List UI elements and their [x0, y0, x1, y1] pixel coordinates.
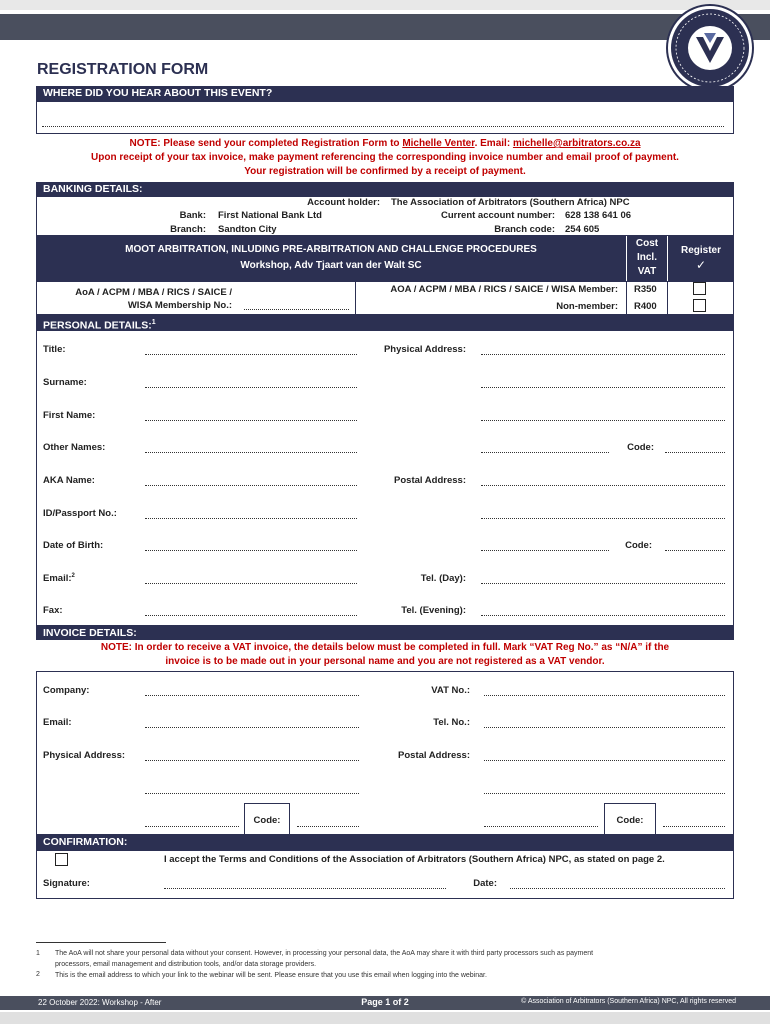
first-name-label: First Name:	[43, 410, 96, 421]
email-label: Email:$^2$	[43, 573, 75, 585]
footnote-1-line-1: The AoA will not share your personal data without your consent. However, in processing your personal data, the AoA may share it with third party processors such as payment	[55, 950, 594, 957]
banking-bar	[36, 182, 734, 196]
banking-heading: BANKING DETAILS:	[43, 183, 143, 195]
nonmember-checkbox[interactable]	[693, 299, 706, 312]
invoice-company-label: Company:	[43, 685, 90, 696]
accept-terms-checkbox[interactable]	[55, 853, 68, 866]
hear-about-field[interactable]	[42, 126, 724, 127]
invoice-heading: INVOICE DETAILS:	[43, 627, 137, 639]
invoice-note-line-1: NOTE: In order to receive a VAT invoice, the details below must be completed in full. Mark “VAT Reg No.” as “N/A” if the	[100, 642, 670, 653]
title-field[interactable]	[145, 354, 357, 355]
signature-label: Signature:	[43, 878, 90, 889]
member-price: R350	[634, 284, 657, 295]
tel-evening-field[interactable]	[481, 615, 725, 616]
footer-left-text: 22 October 2022: Workshop - After	[38, 998, 162, 1007]
bottom-strip	[0, 1012, 770, 1024]
invoice-vat-label: VAT No.:	[431, 685, 470, 696]
account-label: Current account number:	[440, 210, 555, 221]
holder-label: Account holder:	[307, 197, 380, 208]
member-label: AOA / ACPM / MBA / RICS / SAICE / WISA Member:	[390, 284, 618, 295]
invoice-email-field[interactable]	[145, 727, 359, 728]
other-names-field[interactable]	[145, 452, 357, 453]
cost-header: Cost Incl. VAT	[635, 238, 659, 277]
accept-terms-text: I accept the Terms and Conditions of the Association of Arbitrators (Southern Africa) NPC, as stated on page 2.	[164, 854, 665, 865]
invoice-physical-code-field[interactable]	[297, 826, 359, 827]
member-checkbox[interactable]	[693, 282, 706, 295]
invoice-email-label: Email:	[43, 717, 72, 728]
postal-address-field-1[interactable]	[481, 485, 725, 486]
title-label: Title:	[43, 344, 66, 355]
hear-about-box	[36, 101, 734, 134]
postal-code-field[interactable]	[665, 550, 725, 551]
personal-heading: PERSONAL DETAILS:	[43, 319, 152, 332]
branch-code-label: Branch code:	[494, 224, 555, 235]
surname-label: Surname:	[43, 377, 87, 388]
date-field[interactable]	[510, 888, 725, 889]
footer-bar	[0, 996, 770, 1010]
invoice-vat-field[interactable]	[484, 695, 725, 696]
branch-value: Sandton City	[218, 224, 277, 235]
physical-address-label: Physical Address:	[383, 344, 466, 355]
aka-label: AKA Name:	[43, 475, 95, 486]
surname-field[interactable]	[145, 387, 357, 388]
register-header: Register	[680, 245, 721, 256]
footnote-1-number: 1	[36, 950, 40, 957]
invoice-physical-field-1[interactable]	[145, 760, 359, 761]
hear-about-bar	[36, 86, 734, 101]
physical-address-field-3[interactable]	[481, 420, 725, 421]
invoice-physical-field-2[interactable]	[145, 793, 359, 794]
footnote-1-line-2: processors, email management and distribution tools, and/or data storage providers.	[55, 961, 317, 968]
hear-about-label: WHERE DID YOU HEAR ABOUT THIS EVENT?	[43, 87, 273, 99]
dob-field[interactable]	[145, 550, 357, 551]
account-value: 628 138 641 06	[565, 210, 632, 221]
invoice-tel-label: Tel. No.:	[433, 717, 470, 728]
fax-label: Fax:	[43, 605, 63, 616]
pricing-divider-3	[667, 281, 668, 315]
postal-address-field-3[interactable]	[481, 550, 609, 551]
contact-email-link[interactable]: michelle@arbitrators.co.za	[512, 138, 641, 149]
association-logo-icon	[668, 6, 752, 90]
event-title-line-2: Workshop, Adv Tjaart van der Walt SC	[240, 260, 422, 271]
invoice-postal-label: Postal Address:	[398, 750, 470, 761]
footer-page-number: Page 1 of 2	[361, 997, 409, 1007]
postal-address-label: Postal Address:	[394, 475, 466, 486]
register-tick-icon: ✓	[695, 258, 707, 272]
invoice-note-line-2: invoice is to be made out in your personal name and you are not registered as a VAT vendor.	[165, 656, 605, 667]
invoice-postal-code-field[interactable]	[663, 826, 725, 827]
postal-code-label: Code:	[625, 540, 652, 551]
date-label: Date:	[473, 878, 497, 889]
footnote-2-number: 2	[36, 971, 40, 978]
email-field[interactable]	[145, 583, 357, 584]
id-field[interactable]	[145, 518, 357, 519]
physical-code-label: Code:	[627, 442, 654, 453]
event-title-line-1: MOOT ARBITRATION, INLUDING PRE-ARBITRATION AND CHALLENGE PROCEDURES	[125, 244, 537, 255]
note-line-3: Your registration will be confirmed by a receipt of payment.	[244, 166, 526, 177]
fax-field[interactable]	[145, 615, 357, 616]
branch-code-value: 254 605	[565, 224, 600, 235]
invoice-bar	[36, 626, 734, 640]
event-title-block	[36, 236, 626, 281]
other-names-label: Other Names:	[43, 442, 106, 453]
invoice-postal-code-label: Code:	[616, 815, 644, 826]
membership-number-field[interactable]	[244, 309, 349, 310]
invoice-physical-code-label: Code:	[253, 815, 281, 826]
nonmember-label: Non-member:	[556, 301, 618, 312]
signature-field[interactable]	[164, 888, 446, 889]
invoice-tel-field[interactable]	[484, 727, 725, 728]
footnote-rule	[36, 942, 166, 943]
nonmember-price: R400	[634, 301, 657, 312]
bank-value: First National Bank Ltd	[218, 210, 322, 221]
invoice-physical-field-3[interactable]	[145, 826, 239, 827]
dob-label: Date of Birth:	[43, 540, 104, 551]
invoice-postal-field-1[interactable]	[484, 760, 725, 761]
confirmation-bar	[36, 835, 734, 850]
footnote-2-text: This is the email address to which your link to the webinar will be sent. Please ensure that you use this email when logging into the webinar.	[55, 972, 487, 979]
tel-evening-label: Tel. (Evening):	[401, 605, 466, 616]
invoice-postal-field-2[interactable]	[484, 793, 725, 794]
physical-address-field-2[interactable]	[481, 387, 725, 388]
id-label: ID/Passport No.:	[43, 508, 117, 519]
top-strip	[0, 0, 770, 10]
footer-copyright: © Association of Arbitrators (Southern Africa) NPC, All rights reserved	[521, 998, 736, 1005]
pricing-divider-2	[626, 281, 627, 315]
tel-day-field[interactable]	[481, 583, 725, 584]
postal-address-field-2[interactable]	[481, 518, 725, 519]
bank-label: Bank:	[179, 210, 206, 221]
physical-code-field[interactable]	[665, 452, 725, 453]
invoice-postal-field-3[interactable]	[484, 826, 598, 827]
note-line-1: NOTE: Please send your completed Registration Form to Michelle Venter. Email: michelle@arbitrators.co.za	[129, 138, 641, 149]
note-line-2: Upon receipt of your tax invoice, make payment referencing the corresponding invoice number and email proof of payment.	[91, 152, 679, 163]
membership-label: AoA / ACPM / MBA / RICS / SAICE / WISA Membership No.:	[75, 287, 232, 311]
branch-label: Branch:	[170, 224, 206, 235]
contact-name-link[interactable]: Michelle Venter	[402, 138, 475, 149]
invoice-company-field[interactable]	[145, 695, 359, 696]
confirmation-heading: CONFIRMATION:	[43, 836, 128, 848]
physical-address-field-1[interactable]	[481, 354, 725, 355]
aka-field[interactable]	[145, 485, 357, 486]
first-name-field[interactable]	[145, 420, 357, 421]
personal-bar: PERSONAL DETAILS:$^1$	[36, 315, 734, 330]
invoice-physical-label: Physical Address:	[43, 750, 126, 761]
physical-address-field-4[interactable]	[481, 452, 609, 453]
header-band	[0, 14, 770, 40]
tel-day-label: Tel. (Day):	[420, 573, 466, 584]
holder-value: The Association of Arbitrators (Southern Africa) NPC	[391, 197, 630, 208]
page-title: REGISTRATION FORM	[37, 61, 209, 78]
